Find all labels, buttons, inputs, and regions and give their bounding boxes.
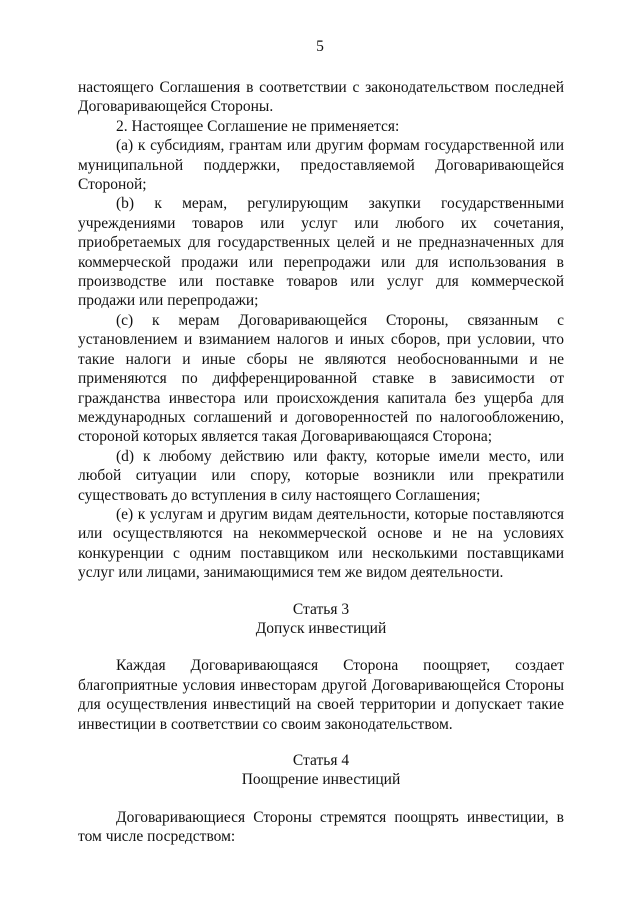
article-4-title: Поощрение инвестиций <box>241 771 401 789</box>
paragraph-item-e: (e) к услугам и другим видам деятельности, которые поставляются или осуществляются на некоммерческой основе и не на условиях конкуренции с одним поставщиком или несколькими поставщиками услуг или лицами, занимающимися тем же видом деятельности. <box>78 505 564 582</box>
paragraph-item-c: (c) к мерам Договаривающейся Стороны, связанным с установлением и взиманием налогов и иных сборов, при условии, что такие налоги и иные сборы не являются необоснованными и не применяются по дифференцированной ставке в зависимости от гражданства инвестора или происхождения капитала без ущерба для международных соглашений и договоренностей по налогообложению, стороной которых является такая Договаривающаяся Сторона; <box>78 311 564 446</box>
paragraph-continuation: настоящего Соглашения в соответствии с законодательством последней Договаривающейся Стороны. <box>78 79 564 116</box>
article-3-number: Статья 3 <box>292 600 350 618</box>
page-number: 5 <box>316 38 324 55</box>
paragraph-clause-2: 2. Настоящее Соглашение не применяется: <box>116 117 400 135</box>
paragraph-item-d: (d) к любому действию или факту, которые имели место, или любой ситуации или спору, которые возникли или прекратили существовать до вступления в силу настоящего Соглашения; <box>78 447 564 504</box>
paragraph-item-b: (b) к мерам, регулирующим закупки государственными учреждениями товаров или услуг или любого их сочетания, приобретаемых для государственных целей и не предназначенных для коммерческой продажи или перепродажи или для использования в производстве или поставке товаров или услуг для коммерческой продажи или перепродажи; <box>78 195 564 310</box>
paragraph-item-a: (a) к субсидиям, грантам или другим формам государственной или муниципальной поддержки, предоставляемой Договаривающейся Стороной; <box>78 137 564 194</box>
article-4-body: Договаривающиеся Стороны стремятся поощрять инвестиции, в том числе посредством: <box>78 808 564 846</box>
article-4-number: Статья 4 <box>292 752 350 769</box>
document-body <box>78 78 564 847</box>
article-3-body: Каждая Договаривающаяся Сторона поощряет, создает благоприятные условия инвесторам другой Договаривающейся Стороны для осуществления инвестиций на своей территории и допускает такие инвестиции в соответствии со своим законодательством. <box>78 657 564 733</box>
article-3-title: Допуск инвестиций <box>255 619 387 637</box>
